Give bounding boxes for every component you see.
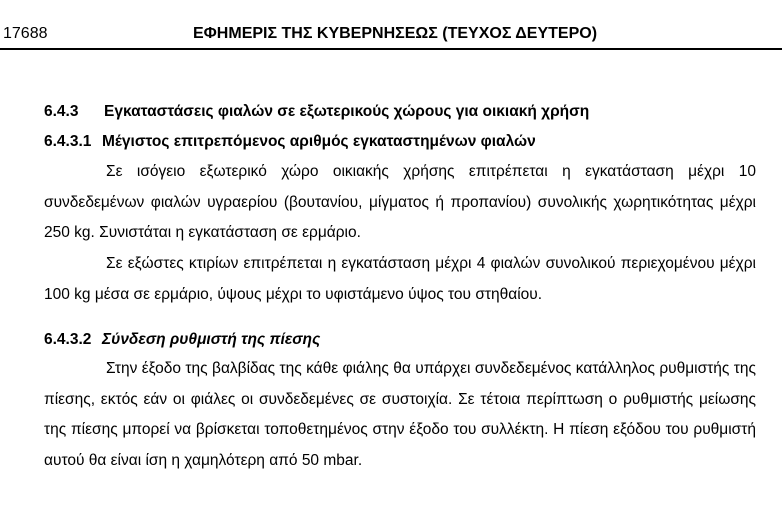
section-title: Μέγιστος επιτρεπόμενος αριθμός εγκαταστημένων φιαλών	[102, 133, 536, 150]
section-title: Σύνδεση ρυθμιστή της πίεσης	[102, 331, 321, 348]
paragraph-balconies: Σε εξώστες κτιρίων επιτρέπεται η εγκατάσταση μέχρι 4 φιαλών συνολικού περιεχομένου μέχρι 100 kg μέσα σε ερμάριο, ύψους μέχρι το υφιστάμενο ύψος του στηθαίου.	[44, 255, 756, 303]
paragraph-max-cylinders: Σε ισόγειο εξωτερικό χώρο οικιακής χρήσης επιτρέπεται η εγκατάσταση μέχρι 10 συνδεδεμένων φιαλών υγραερίου (βουτανίου, μίγματος ή προπανίου) συνολικής χωρητικότητας μέχρι 250 kg. Συνιστάται η εγκατάσταση σε ερμάριο.	[44, 163, 756, 241]
paragraph-pressure-regulator: Στην έξοδο της βαλβίδας της κάθε φιάλης θα υπάρχει συνδεδεμένος κατάλληλος ρυθμιστής της πίεσης, εκτός εάν οι φιάλες οι συνδεδεμένες σε συστοιχία. Σε τέτοια περίπτωση ο ρυθμιστής μείωσης της πίεσης μπορεί να βρίσκεται τοποθετημένος στην έξοδο του συλλέκτη. Η πίεση εξόδου του ρυθμιστή αυτού θα είναι ίση η χαμηλότερη από 50 mbar.	[44, 360, 756, 469]
section-number: 6.4.3.2	[44, 331, 92, 348]
section-heading-6-4-3-2	[44, 331, 320, 349]
section-title: Εγκαταστάσεις φιαλών σε εξωτερικούς χώρους για οικιακή χρήση	[104, 103, 590, 120]
section-number: 6.4.3.1	[44, 133, 92, 150]
page-header	[0, 24, 782, 50]
journal-title: ΕΦΗΜΕΡΙΣ ΤΗΣ ΚΥΒΕΡΝΗΣΕΩΣ (ΤΕΥΧΟΣ ΔΕΥΤΕΡΟ)	[193, 25, 598, 42]
section-heading-6-4-3-1	[44, 133, 536, 151]
section-number: 6.4.3	[44, 103, 79, 120]
section-heading-6-4-3	[44, 103, 589, 121]
page-number: 17688	[3, 25, 48, 42]
